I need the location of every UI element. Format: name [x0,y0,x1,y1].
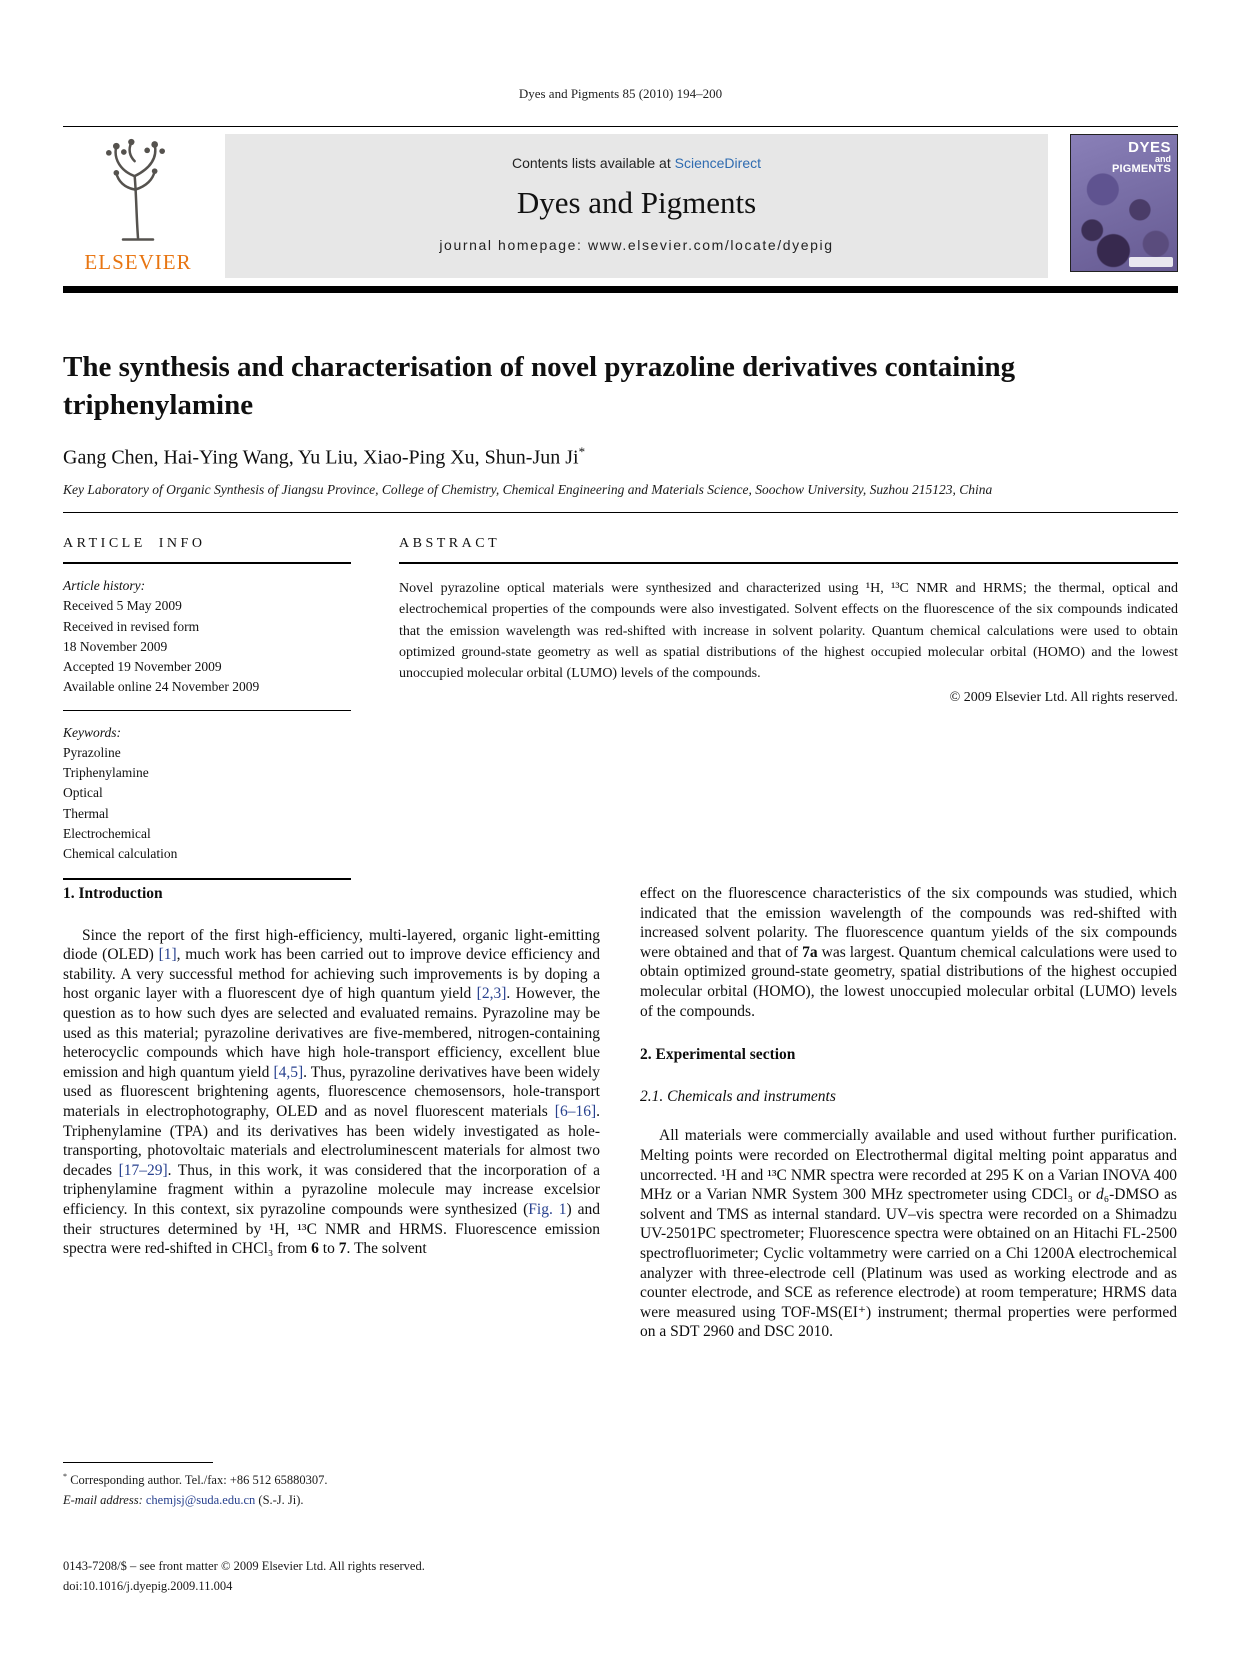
info-abstract-section [63,524,1178,880]
cover-publisher-mark [1129,257,1173,267]
body-left-column [63,884,600,1342]
history-line: Accepted 19 November 2009 [63,659,222,674]
keyword: Chemical calculation [63,846,178,861]
inline-link[interactable]: [4,5] [273,1063,304,1081]
text-segment: 6 [311,1240,319,1258]
contents-lists-line [512,155,761,171]
text-segment: * [578,444,586,459]
keyword: Triphenylamine [63,765,149,780]
text-segment: . Triphenylamine (TPA) and its derivatives has been widely investigated as hole-transporting, photovoltaic materials and electroluminescent materials for almost two decades [63,1102,600,1179]
text-segment: d [1095,1186,1104,1204]
copyright-doi-block [63,1556,1178,1596]
chemicals-instruments-subheading: 2.1. Chemicals and instruments [640,1087,836,1105]
keyword: Electrochemical [63,825,151,841]
article-history-label: Article history: [63,578,146,593]
text-segment: Corresponding author. Tel./fax: +86 512 65880307. [67,1473,328,1488]
text-segment: was largest. Quantum chemical calculations were used to obtain optimized ground-state geometry, spatial distributions of the highest occupied molecular orbital (HOMO), the lowest unoccupied molecular orbital (LUMO) levels of the compounds. [640,943,1177,1020]
contents-lists-text: Contents lists available at [511,155,675,171]
experimental-section-heading: 2. Experimental section [640,1046,796,1064]
elsevier-tree-icon [88,136,188,248]
article-history-block [63,564,351,711]
text-segment: Gang Chen, Hai-Ying Wang, Yu Liu, Xiao-Ping Xu, Shun-Jun Ji [63,446,579,469]
text-segment: ₆-DMSO as solvent and TMS as internal standard. UV–vis spectra were recorded on a Shimadzu UV-2501PC spectrometer; Fluorescence spectra were obtained on an Hitachi FL-2500 spectrofluorimeter; Cyclic voltammetry were carried on a Chi 1200A electrochemical analyzer with three-electrode cell (Platinum was used as working electrode and as counter electrode, and SCE as reference electrode) at room temperature; HRMS data were measured using TOF-MS(EI⁺) instrument; thermal properties were performed on a SDT 2960 and DSC 2010. [640,1186,1177,1341]
article-info-heading: ARTICLE INFO [63,524,351,564]
text-segment: ) and their structures determined by ¹H, ¹³C NMR and HRMS. Fluorescence emission spectra were red-shifted in CHCl₃ from [63,1200,600,1258]
article-info-column [63,524,351,880]
keywords-label: Keywords: [63,724,121,740]
footnote-line [63,1471,483,1491]
corresponding-author-footnote [63,1462,483,1510]
text-segment: , much work has been carried out to improve device efficiency and stability. A very successful method for achieving such improvements is by doping a host organic layer with a fluorescent dye of high quantum yield [63,946,600,1003]
journal-cover-thumbnail [1070,134,1178,272]
keyword: Thermal [63,805,109,821]
text-segment: E-mail address: [63,1492,146,1507]
text-segment: . The solvent [346,1240,427,1258]
inline-link[interactable]: [6–16] [554,1102,597,1120]
article-body [63,884,1178,1342]
footnote-email-line [63,1491,483,1510]
inline-link[interactable]: [1] [158,946,177,964]
introduction-heading: 1. Introduction [63,885,163,902]
affiliation: Key Laboratory of Organic Synthesis of Jiangsu Province, College of Chemistry, Chemical Engineering and Materials Science, Soochow University, Suzhou 215123, China [63,482,993,497]
inline-link[interactable]: chemjsj@suda.edu.cn [145,1492,256,1507]
elsevier-logo [63,134,213,278]
journal-homepage-link[interactable]: journal homepage: www.elsevier.com/locate/dyepig [439,237,834,253]
text-segment: All materials were commercially available and used without further purification. Melting points were recorded on Electrothermal digital melting point apparatus and uncorrected. ¹H and ¹³C NMR spectra were recorded at 295 K on a Varian INOVA 400 MHz or a Varian NMR System 300 MHz spectrometer using CDCl₃ or [640,1127,1177,1204]
article-title: The synthesis and characterisation of novel pyrazoline derivatives containing triphenylamine [63,351,1016,422]
text-segment: effect on the fluorescence characteristics of the six compounds was studied, which indicated that the emission wavelength of the compounds was red-shifted with increased solvent polarity. The fluorescence quantum yields of the six compounds were obtained and that of [640,885,1177,961]
text-segment: Since the report of the first high-efficiency, multi-layered, organic light-emitting diode (OLED) [63,926,600,964]
history-line: Available online 24 November 2009 [63,679,260,695]
keywords-block [63,711,351,881]
text-segment: 7 [338,1240,347,1258]
abstract-heading: ABSTRACT [399,524,1178,564]
text-segment: . However, the question as to how such dyes are selected and evaluated remains. Pyrazoline may be used as this material; pyrazoline derivatives are five-membered, nitrogen-containing heterocyclic compounds which have high hole-transport efficiency, excellent blue emission and high quantum yield [63,985,601,1081]
inline-link[interactable]: Fig. 1 [528,1200,567,1218]
abstract-copyright: © 2009 Elsevier Ltd. All rights reserved. [949,690,1178,706]
keyword: Optical [63,785,103,801]
keyword: Pyrazoline [63,744,121,760]
section-divider [63,512,1178,513]
journal-header [63,126,1178,278]
sciencedirect-link[interactable]: ScienceDirect [674,155,761,171]
text-segment: 7a [802,943,818,961]
footnote-rule [63,1462,213,1463]
doi-line: doi:10.1016/j.dyepig.2009.11.004 [63,1579,233,1593]
journal-cover-title: DYES and PIGMENTS [1111,139,1171,175]
history-line: Received in revised form [63,618,200,634]
text-segment: * [63,1472,68,1481]
journal-banner [225,134,1048,278]
inline-link[interactable]: [2,3] [476,985,507,1003]
text-segment: to [318,1240,339,1258]
history-line: Received 5 May 2009 [63,598,182,614]
history-line: 18 November 2009 [63,638,168,654]
journal-title: Dyes and Pigments [516,185,757,220]
header-divider-bar [63,286,1178,293]
abstract-column [399,524,1178,880]
issn-copyright-line: 0143-7208/$ – see front matter © 2009 Elsevier Ltd. All rights reserved. [63,1559,425,1573]
text-segment: . Thus, in this work, it was considered that the incorporation of a triphenylamine fragment within a pyrazoline molecule may increase excelsior efficiency. In this context, six pyrazoline compounds were synthesized ( [63,1161,600,1218]
inline-link[interactable]: [17–29] [118,1161,168,1179]
introduction-paragraph [63,926,600,1259]
author-list [63,444,1178,470]
introduction-continuation-paragraph [640,884,1177,1021]
text-segment: (S.-J. Ji). [255,1492,304,1507]
experimental-paragraph [640,1126,1177,1342]
text-segment: . Thus, pyrazoline derivatives have been widely used as fluorescent brightening agents, fluorescence chemosensors, hole-transport materials in electrophotography, OLED and as novel fluorescent materials [63,1063,600,1120]
body-right-column [640,884,1177,1342]
elsevier-wordmark: ELSEVIER [84,250,192,274]
abstract-text: Novel pyrazoline optical materials were synthesized and characterized using ¹H, ¹³C NMR and HRMS; the thermal, optical and electrochemical properties of the compounds were also investigated. Solvent effects on the fluorescence of the six compounds indicated that the emission wavelength was red-shifted with increase in solvent polarity. Quantum chemical calculations were used to obtain optimized ground-state geometry as well as spatial distributions of the highest occupied molecular orbital (HOMO) and the lowest unoccupied molecular orbital (LUMO) levels of the compounds. [399,581,1178,682]
journal-citation: Dyes and Pigments 85 (2010) 194–200 [518,86,723,101]
